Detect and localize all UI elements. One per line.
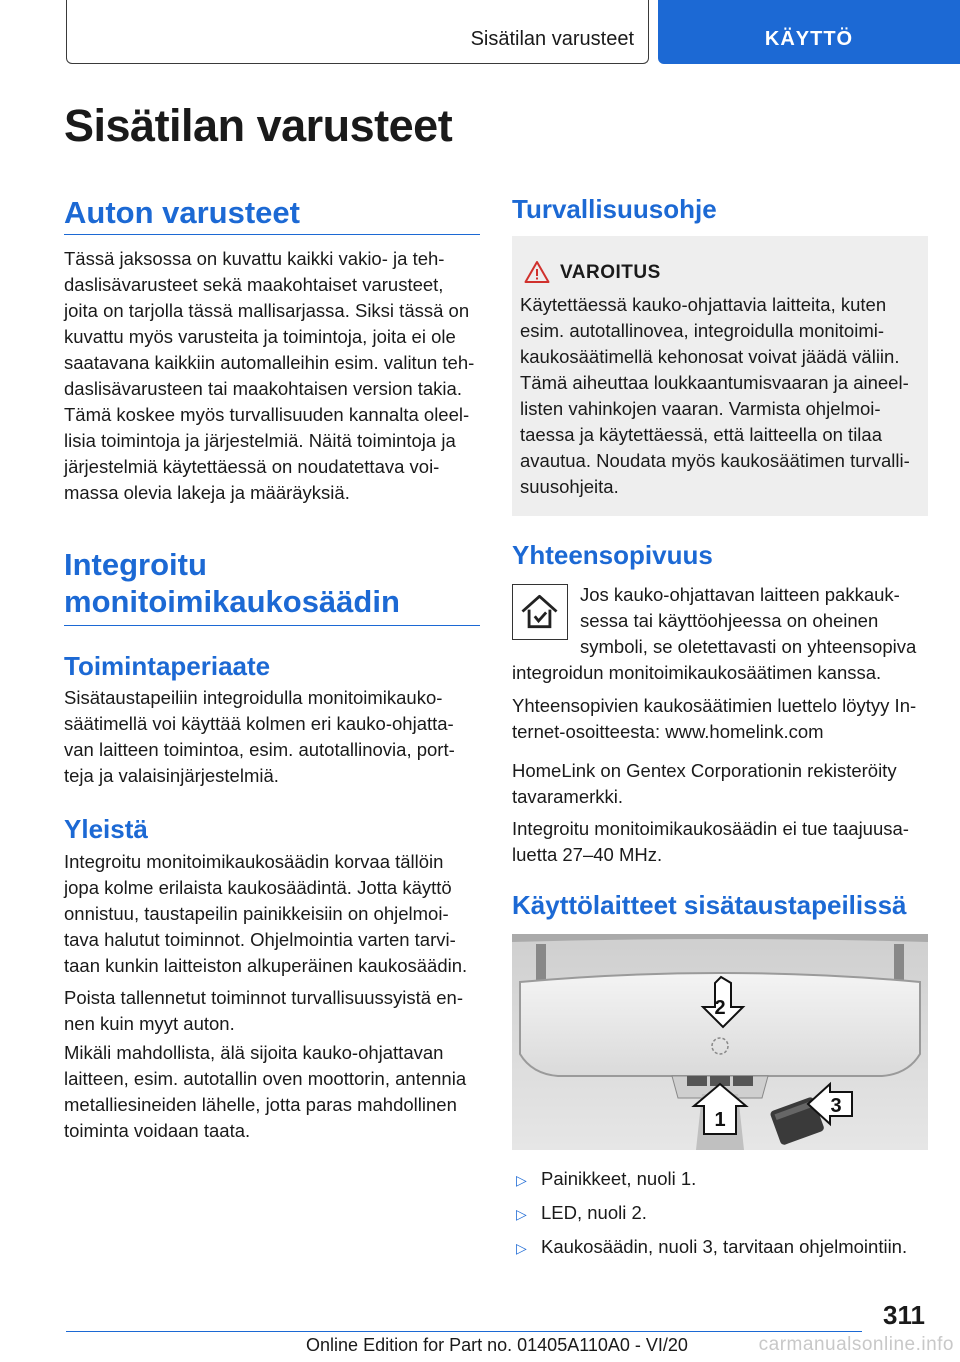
paragraph-auton-varusteet: Tässä jaksossa on kuvattu kaikki vakio- ja teh- daslisävarusteet sekä maakohtaiset varusteet, joita on tarjolla tässä mallisarjassa. Siksi tässä on kuvattu myös varusteita ja toimintoja, joita ei ole saatavana kaikkiin automalleihin esim. valitun teh- daslisävarusteen tai maakohtaisen version takia. Tämä koskee myös turvallisuuden kannalta oleel- lisia toimintoja ja järjestelmiä. Näitä toimintoja ja järjestelmiä käytettäessä on noudatettava voi- massa olevia lakeja ja määräyksiä. [64,248,475,503]
heading-rule [64,625,480,626]
list-item-text: Painikkeet, nuoli 1. [541,1168,697,1189]
header-chapter-label: KÄYTTÖ [764,28,854,50]
heading-yhteensopivuus: Yhteensopivuus [512,540,713,570]
paragraph-yleista-1: Integroitu monitoimikaukosäädin korvaa tällöin jopa kolme erilaista kaukosäädintä. Jotta käyttö onnistuu, taustapeilin painikkeisiin on ohjelmoi- tava halutut toiminnot. Ohjelmointia varten tarvi- taan kunkin laitteiston alkuperäinen kaukosäädin. [64,851,468,976]
header-chapter-tab [658,0,960,64]
heading-kayttolaitteet: Käyttölaitteet sisätaustapeilissä [512,890,907,920]
compatibility-symbol-icon [512,584,568,640]
arrow-label-2: 2 [714,997,726,1019]
triangle-bullet-icon: ▷ [516,1172,527,1188]
paragraph-yhteensopivuus-cont: integroidun monitoimikaukosäätimen kanssa. [512,662,882,683]
paragraph-taajuus: Integroitu monitoimikaukosäädin ei tue taajuusa- luetta 27–40 MHz. [512,818,909,865]
paragraph-yhteensopivuus-2: Yhteensopivien kaukosäätimien luettelo löytyy In- ternet-osoitteesta: www.homelink.com [512,695,917,742]
heading-rule [64,234,480,235]
paragraph-homelink: HomeLink on Gentex Corporationin rekisteröity tavaramerkki. [512,760,897,807]
warning-triangle-icon [524,260,550,284]
rear-view-mirror-illustration [512,934,928,1150]
heading-integroitu: Integroitu monitoimikaukosäädin [64,547,400,619]
heading-auton-varusteet: Auton varusteet [64,195,300,230]
bullet-list [512,1166,928,1268]
page-title: Sisätilan varusteet [64,100,453,151]
house-check-icon [513,585,566,638]
triangle-bullet-icon: ▷ [516,1240,527,1256]
arrow-label-3: 3 [830,1095,842,1117]
arrow-label-1: 1 [714,1109,726,1131]
header-section-box [66,0,649,64]
triangle-bullet-icon: ▷ [516,1206,527,1222]
footer-rule [66,1331,862,1332]
paragraph-yhteensopivuus-icon: Jos kauko-ohjattavan laitteen pakkauk- sessa tai käyttöohjeessa on oheinen symboli, se oletettavasti on yhteensopiva [580,584,917,657]
heading-toimintaperiaate: Toimintaperiaate [64,651,271,681]
header-section-label: Sisätilan varusteet [470,28,634,50]
list-item-text: LED, nuoli 2. [541,1202,647,1223]
footer-edition: Online Edition for Part no. 01405A110A0 - VI/20 [306,1335,688,1355]
paragraph-toimintaperiaate: Sisätaustapeiliin integroidulla monitoimikauko- säätimellä voi käyttää kolmen eri kauko-ohjatta- van laitteen toimintoa, esim. autotallinovia, port- teja ja valaisinjärjestelmiä. [64,687,455,786]
warning-box [512,236,928,516]
warning-title: VAROITUS [560,262,661,283]
heading-yleista: Yleistä [64,814,148,844]
paragraph-yleista-2: Poista tallennetut toiminnot turvallisuussyistä en- nen kuin myyt auton. [64,987,463,1034]
list-item [512,1166,928,1200]
page-number: 311 [883,1300,925,1330]
paragraph-yleista-3: Mikäli mahdollista, älä sijoita kauko-ohjattavan laitteen, esim. autotallin oven moottorin, antennia metalliesineiden lähelle, jotta paras mahdollinen toiminta voidaan taata. [64,1042,467,1141]
list-item [512,1234,928,1268]
list-item-text: Kaukosäädin, nuoli 3, tarvitaan ohjelmointiin. [541,1236,908,1257]
heading-turvallisuusohje: Turvallisuusohje [512,194,717,224]
mirror-controls-photo [512,934,928,1150]
list-item [512,1200,928,1234]
warning-text: Käytettäessä kauko-ohjattavia laitteita, kuten esim. autotallinovea, integroidulla monitoimi- kaukosäätimellä kehonosat voivat jäädä väliin. Tämä aiheuttaa loukkaantumisvaaran ja aineel- listen vahinkojen vaaran. Varmista ohjelmoi- taessa ja käytettäessä, että laitteella on tilaa avautua. Noudata myös kaukosäätimen turvalli- suusohjeita. [520,294,910,497]
watermark: carmanualsonline.info [758,1334,954,1355]
